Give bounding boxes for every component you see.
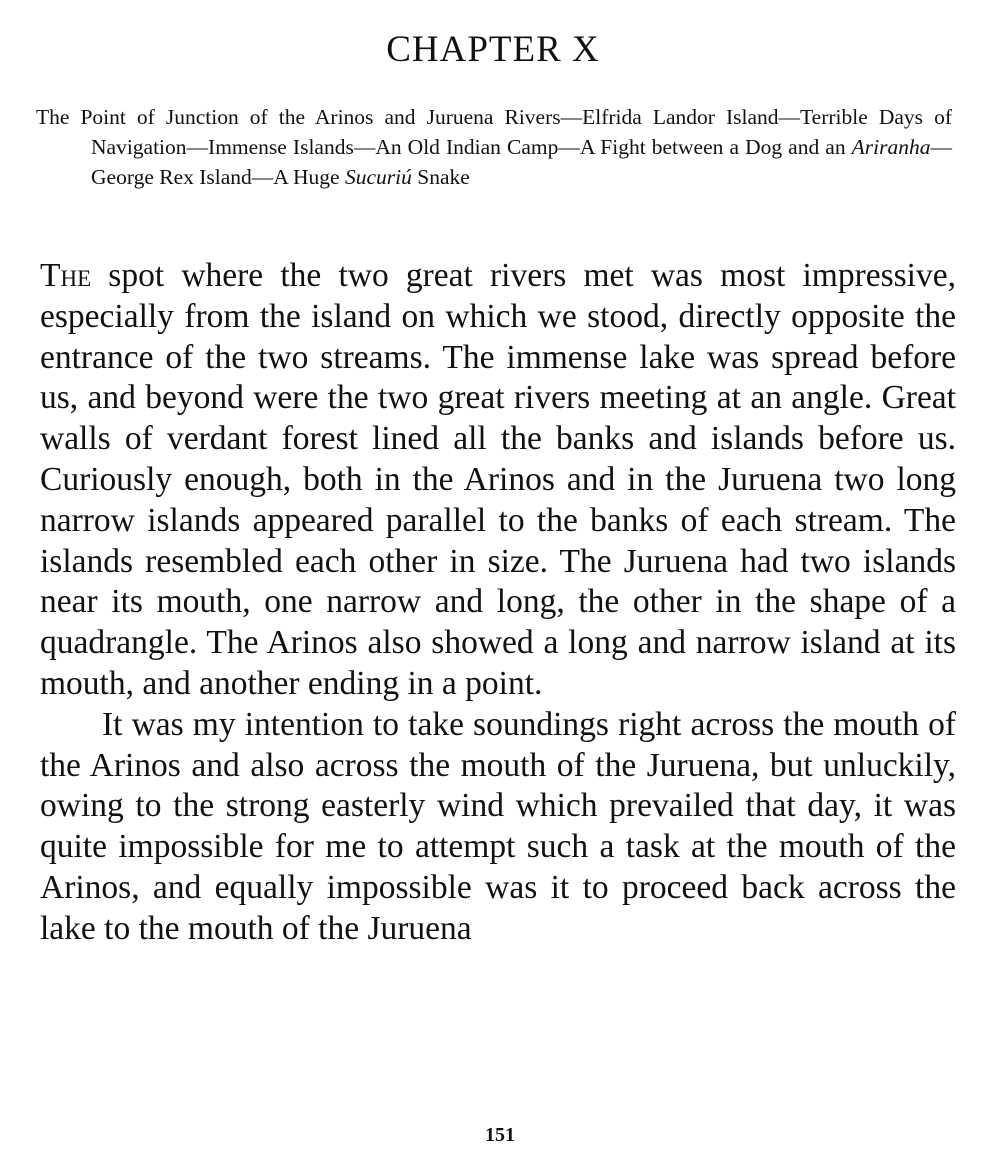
synopsis-text-3: Snake [411, 165, 470, 189]
synopsis-italic-ariranha: Ariranha [851, 135, 931, 159]
synopsis-text-1: The Point of Junction of the Arinos and Juruena Rivers—Elfrida Landor Island—Terrible Days of Navigation—Immense Islands—An Old Indian Camp—A Fight between a Dog and an [36, 105, 952, 159]
page-number: 151 [485, 1124, 515, 1146]
paragraph-1 [40, 256, 956, 705]
synopsis-italic-sucuriu: Sucuriú [344, 165, 412, 189]
chapter-title: CHAPTER X [386, 29, 600, 70]
paragraph-lead-word: The [40, 257, 92, 294]
paragraph-2: It was my intention to take soundings right across the mouth of the Arinos and also across the mouth of the Juruena, but unluckily, owing to the strong easterly wind which prevailed that day, it was quite impossible for me to attempt such a task at the mouth of the Arinos, and equally impossible was it to proceed back across the lake to the mouth of the Juruena [40, 705, 956, 947]
chapter-synopsis [36, 102, 952, 192]
paragraph-1-text: spot where the two great rivers met was most impressive, especially from the island on which we stood, directly opposite the entrance of the two streams. The immense lake was spread before us, and beyond were the two great rivers meeting at an angle. Great walls of verdant forest lined all the banks and islands before us. Curiously enough, both in the Arinos and in the Juruena two long narrow islands appeared parallel to the banks of each stream. The islands resembled each other in size. The Juruena had two islands near its mouth, one narrow and long, the other in the shape of a quadrangle. The Arinos also showed a long and narrow island at its mouth, and another ending in a point. [40, 257, 956, 702]
body-text [40, 256, 956, 950]
synopsis-text-2: —George Rex Island—A Huge [91, 135, 952, 189]
